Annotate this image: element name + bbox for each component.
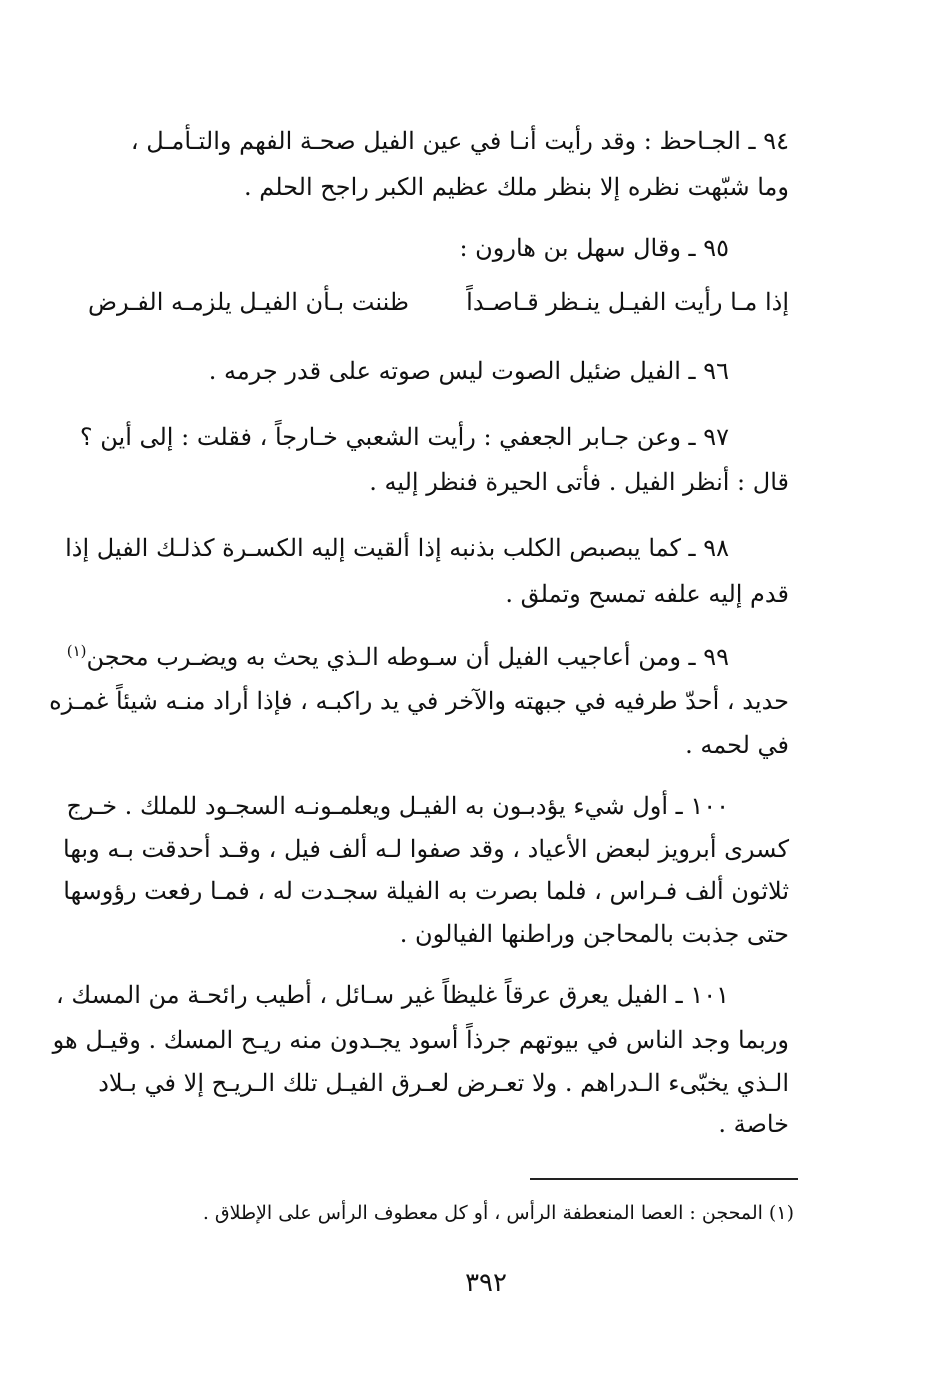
paragraph-99-line-1 [67, 637, 729, 677]
paragraph-99-line-1-text: ٩٩ ـ ومن أعاجيب الفيل أن سـوطه الـذي يحث به ويضـرب محجن [86, 643, 729, 671]
paragraph-100-line-3: ثلاثون ألف فـراس ، فلما بصرت به الفيلة سجـدت له ، فمـا رفعت رؤوسها [63, 877, 789, 905]
paragraph-100-line-1: ١٠٠ ـ أول شيء يؤدبـون به الفيـل ويعلمـونـه السجـود للملك . خـرج [66, 792, 729, 820]
paragraph-100-line-2: كسرى أبرويز لبعض الأعياد ، وقد صفوا لـه ألف فيل ، وقـد أحدقت بـه وبها [63, 835, 789, 863]
footnote-text: (١) المحجن : العصا المنعطفة الرأس ، أو كل معطوف الرأس على الإطلاق . [202, 1202, 794, 1224]
paragraph-101-line-4: خاصة . [718, 1110, 789, 1138]
paragraph-101-line-1: ١٠١ ـ الفيل يعرق عرقاً غليظاً غير سـائل ، أطيب رائحـة من المسك ، [56, 981, 729, 1009]
paragraph-94-line-2: وما شبّهت نظره إلا بنظر ملك عظيم الكبر راجح الحلم . [244, 173, 789, 201]
verse-second-hemistich: ظننت بـأن الفيـل يلزمـه الفـرض [88, 288, 409, 316]
paragraph-101-line-3: الـذي يخبّىء الـدراهم . ولا تعـرض لعـرق الفيـل تلك الـريـح إلا في بـلاد [98, 1069, 789, 1097]
page-number: ٣٩٢ [465, 1268, 507, 1298]
footnote-separator [530, 1178, 798, 1180]
paragraph-96-line-1: ٩٦ ـ الفيل ضئيل الصوت ليس صوته على قدر جرمه . [208, 357, 729, 385]
footnote-marker[interactable]: (١) [66, 642, 87, 660]
paragraph-94-line-1: ٩٤ ـ الجـاحظ : وقد رأيت أنـا في عين الفيل صحـة الفهم والتـأمـل ، [130, 127, 789, 155]
paragraph-99-line-2: حديد ، أحدّ طرفيه في جبهته والآخر في يد راكبـه ، فإذا أراد منـه شيئاً غمـزه [49, 687, 789, 715]
paragraph-99-line-3: في لحمه . [685, 731, 789, 759]
paragraph-95-line-1: ٩٥ ـ وقال سهل بن هارون : [459, 234, 729, 262]
paragraph-98-line-2: قدم إليه علفه تمسح وتملق . [505, 580, 789, 608]
paragraph-100-line-4: حتى جذبت بالمحاجن وراطنها الفيالون . [399, 920, 789, 948]
paragraph-97-line-1: ٩٧ ـ وعن جـابر الجعفي : رأيت الشعبي خـارجاً ، فقلت : إلى أين ؟ [79, 423, 729, 451]
paragraph-97-line-2: قال : أنظر الفيل . فأتى الحيرة فنظر إليه . [369, 468, 789, 496]
paragraph-101-line-2: وربما وجد الناس في بيوتهم جرذاً أسود يجـدون منه ريـح المسك . وقيـل هو [52, 1026, 789, 1054]
verse-first-hemistich: إذا مـا رأيت الفيـل ينـظر قـاصـداً [466, 288, 789, 316]
paragraph-98-line-1: ٩٨ ـ كما يبصبص الكلب بذنبه إذا ألقيت إليه الكسـرة كذلـك الفيل إذا [65, 534, 729, 562]
